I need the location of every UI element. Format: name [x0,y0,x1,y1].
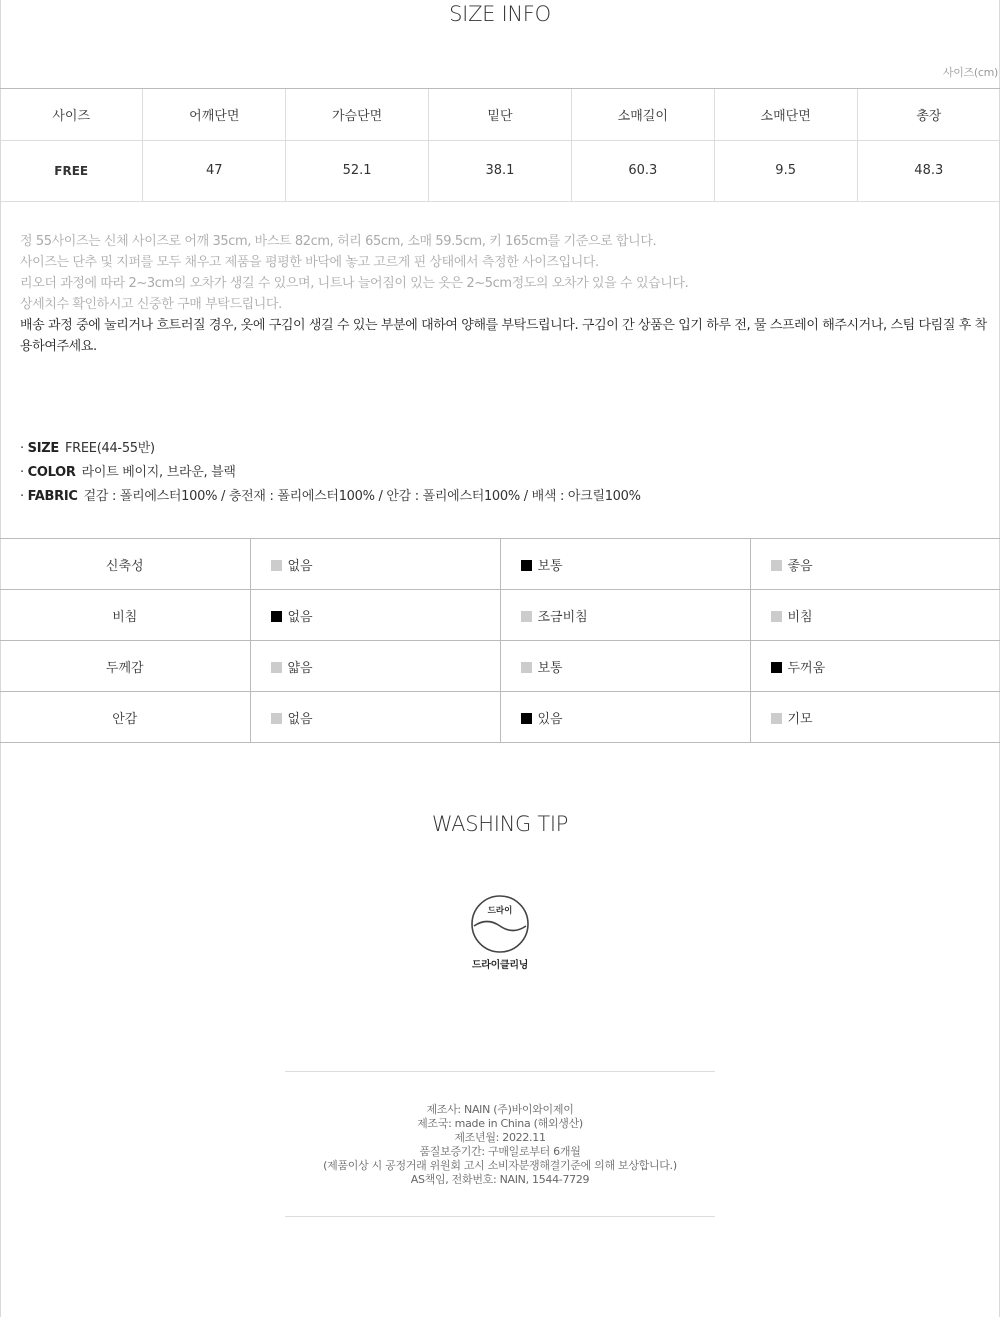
spec-value: FREE(44-55반) [64,441,155,456]
spec-key: SIZE [27,441,59,456]
feel-option [250,590,500,641]
feel-option-label: 조금비침 [537,609,588,625]
product-info [0,1103,1000,1187]
info-line: 제조년월: 2022.11 [454,1131,546,1144]
checkbox-indicator [771,560,782,571]
dry-cleaning-label: 드라이클리닝 [471,960,529,971]
feel-option [500,539,750,590]
note-line: 상세치수 확인하시고 신중한 구매 부탁드립니다. [20,297,282,312]
checkbox-indicator [271,560,282,571]
feel-option-label: 없음 [287,711,313,727]
spec-size: · SIZE FREE(44-55반) [20,441,155,456]
checkbox-indicator [271,662,282,673]
feel-option [250,539,500,590]
feel-option-label: 보통 [537,660,563,676]
unit-note: 사이즈(cm) [942,66,998,79]
checkbox-indicator [271,713,282,724]
feel-option [750,590,1000,641]
spec-value: 라이트 베이지, 브라운, 블랙 [81,465,236,480]
feel-option-label: 비침 [787,609,813,625]
dry-cleaning-icon-text: 드라이 [487,906,513,916]
feel-option-label: 얇음 [287,660,313,676]
info-line: 제조국: made in China (해외생산) [417,1117,583,1130]
feel-option-label: 없음 [287,558,313,574]
divider [285,1071,715,1072]
spec-value: 겉감 : 폴리에스터100% / 충전재 : 폴리에스터100% / 안감 : 폴리에스터100% / 배색 : 아크릴100% [83,489,641,504]
size-info-title: SIZE INFO [449,2,551,26]
checkbox-indicator [771,713,782,724]
size-header-cell: 어깨단면 [143,89,286,140]
size-cell: 38.1 [429,140,572,201]
feel-row [0,539,1000,590]
feel-label: 안감 [0,692,250,743]
feel-row [0,692,1000,743]
feel-option [750,692,1000,743]
dry-cleaning-icon [469,893,531,955]
size-cell-size: FREE [0,140,143,201]
note-line: 리오더 과정에 따라 2~3cm의 오차가 생길 수 있으며, 니트나 늘어짐이 있는 옷은 2~5cm정도의 오차가 있을 수 있습니다. [20,276,689,291]
checkbox-indicator [771,611,782,622]
feel-option [750,641,1000,692]
feel-option-label: 두꺼움 [787,660,826,676]
size-header-cell: 소매단면 [714,89,857,140]
size-table-header-row [0,89,1000,140]
feel-option [500,641,750,692]
size-table-row [0,140,1000,201]
spec-key: FABRIC [27,489,78,504]
fabric-feel-table [0,538,1000,743]
product-specs [20,437,641,509]
divider [285,1216,715,1217]
feel-option-label: 없음 [287,609,313,625]
size-table [0,89,1000,202]
size-cell: 48.3 [857,140,1000,201]
note-line: 정 55사이즈는 신체 사이즈로 어깨 35cm, 바스트 82cm, 허리 65cm, 소매 59.5cm, 키 165cm를 기준으로 합니다. [20,234,657,249]
feel-option-label: 있음 [537,711,563,727]
spec-key: COLOR [27,465,76,480]
size-notes [20,231,992,357]
size-header-cell: 가슴단면 [286,89,429,140]
note-shipping: 배송 과정 중에 눌리거나 흐트러질 경우, 옷에 구김이 생길 수 있는 부분에 대하여 양해를 부탁드립니다. 구김이 간 상품은 입기 하루 전, 물 스프레이 해주시거나, 스팀 다림질 후 착용하여주세요. [20,318,987,354]
checkbox-indicator [771,662,782,673]
feel-row [0,590,1000,641]
feel-label: 신축성 [0,539,250,590]
size-header-cell: 총장 [857,89,1000,140]
feel-label: 비침 [0,590,250,641]
feel-option-label: 좋음 [787,558,813,574]
info-line: AS책임, 전화번호: NAIN, 1544-7729 [410,1173,590,1186]
size-header-cell: 사이즈 [0,89,143,140]
checkbox-indicator [521,611,532,622]
feel-option [250,641,500,692]
feel-row [0,641,1000,692]
size-cell: 9.5 [714,140,857,201]
size-cell: 60.3 [571,140,714,201]
feel-option [500,692,750,743]
info-line: 품질보증기간: 구매일로부터 6개월 [419,1145,581,1158]
size-header-cell: 소매길이 [571,89,714,140]
checkbox-indicator [521,713,532,724]
feel-option-label: 기모 [787,711,813,727]
info-line: 제조사: NAIN (주)바이와이제이 [426,1103,574,1116]
size-header-cell: 밑단 [429,89,572,140]
checkbox-indicator [521,662,532,673]
size-cell: 47 [143,140,286,201]
info-line: (제품이상 시 공정거래 위원회 고시 소비자분쟁해결기준에 의해 보상합니다.) [323,1159,677,1172]
note-line: 사이즈는 단추 및 지퍼를 모두 채우고 제품을 평평한 바닥에 놓고 고르게 핀 상태에서 측정한 사이즈입니다. [20,255,599,270]
size-cell: 52.1 [286,140,429,201]
feel-option-label: 보통 [537,558,563,574]
feel-option [250,692,500,743]
feel-option [500,590,750,641]
feel-option [750,539,1000,590]
spec-fabric: · FABRIC 겉감 : 폴리에스터100% / 충전재 : 폴리에스터100% / 안감 : 폴리에스터100% / 배색 : 아크릴100% [20,489,641,504]
checkbox-indicator [521,560,532,571]
checkbox-indicator [271,611,282,622]
washing-tip-title: WASHING TIP [431,812,569,836]
spec-color: · COLOR 라이트 베이지, 브라운, 블랙 [20,465,236,480]
feel-label: 두께감 [0,641,250,692]
